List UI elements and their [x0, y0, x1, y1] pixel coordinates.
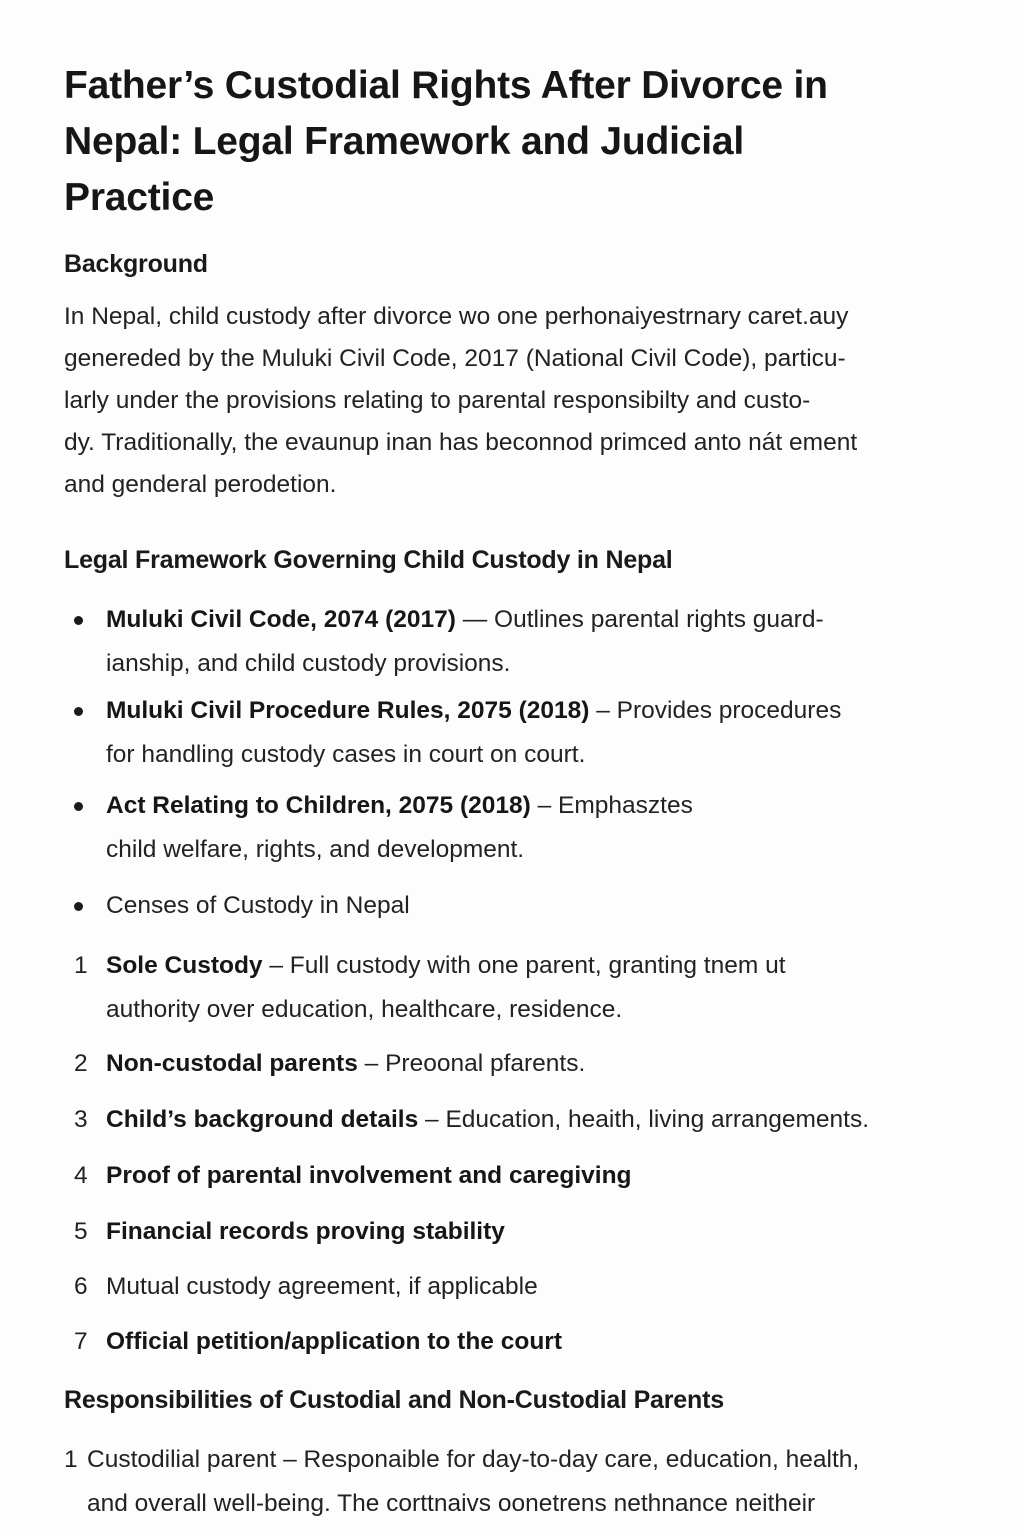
item-text: – Full custody with one parent, granting tnem ut: [262, 952, 786, 979]
numbered-item: [64, 1098, 984, 1142]
item-number: 3: [74, 1106, 88, 1133]
paragraph-line: In Nepal, child custody after divorce wo one perhonaiyestrnary caret.auy: [64, 303, 849, 330]
item-text: – Education, heaith, living arrangements.: [418, 1106, 870, 1133]
bullet-dot-icon: [74, 707, 83, 716]
bullet-dot-icon: [74, 616, 83, 625]
item-text: Custodilial parent – Responaible for day-to-day care, education, health,: [87, 1446, 860, 1473]
item-bold-label: Non-custodal parents: [106, 1050, 358, 1077]
item-number: 1: [64, 1446, 78, 1473]
item-bold-label: Financial records proving stability: [106, 1218, 505, 1245]
bullet-text-continued: ianship, and child custody provisions.: [106, 650, 511, 677]
section-heading-background: Background: [64, 250, 208, 278]
bullet-text: – Provides procedures: [589, 697, 842, 724]
item-text-continued: authority over education, healthcare, residence.: [106, 996, 623, 1023]
numbered-item: [64, 1265, 984, 1309]
paragraph-line: genereded by the Muluki Civil Code, 2017 (National Civil Code), particu-: [64, 345, 846, 372]
item-bold-label: Sole Custody: [106, 952, 263, 979]
paragraph-line: dy. Traditionally, the evaunup inan has beconnod primced anto nát ement: [64, 429, 858, 456]
numbered-item: [64, 1438, 984, 1526]
bullet-bold-label: Act Relating to Children, 2075 (2018): [106, 792, 531, 819]
numbered-item: [64, 1042, 984, 1086]
item-number: 2: [74, 1050, 88, 1077]
bullet-text-continued: for handling custody cases in court on court.: [106, 741, 586, 768]
bullet-item: [64, 598, 964, 686]
numbered-item: [64, 944, 984, 1032]
bullet-text-continued: child welfare, rights, and development.: [106, 836, 525, 863]
numbered-item: [64, 1320, 984, 1364]
item-bold-label: Child’s background details: [106, 1106, 419, 1133]
bullet-dot-icon: [74, 802, 83, 811]
item-text-continued: and overall well-being. The corttnaivs oonetrens nethnance neitheir: [87, 1490, 816, 1517]
paragraph-line: and genderal perodetion.: [64, 471, 337, 498]
item-text: Mutual custody agreement, if applicable: [106, 1273, 538, 1300]
bullet-item: [64, 884, 964, 928]
bullet-item: [64, 689, 964, 777]
section-heading-responsibilities: Responsibilities of Custodial and Non-Custodial Parents: [64, 1386, 724, 1414]
item-bold-label: Official petition/application to the court: [106, 1328, 562, 1355]
paragraph-line: larly under the provisions relating to parental responsibilty and custo-: [64, 387, 811, 414]
item-text: – Preoonal pfarents.: [357, 1050, 586, 1077]
numbered-item: [64, 1210, 984, 1254]
bullet-bold-label: Muluki Civil Code, 2074 (2017): [106, 606, 456, 633]
bullet-bold-label: Muluki Civil Procedure Rules, 2075 (2018): [106, 697, 590, 724]
item-number: 6: [74, 1273, 88, 1300]
numbered-item: [64, 1154, 984, 1198]
item-bold-label: Proof of parental involvement and caregiving: [106, 1162, 632, 1189]
item-number: 5: [74, 1218, 88, 1245]
bullet-text: – Emphasztes: [530, 792, 693, 819]
bullet-dot-icon: [74, 902, 83, 911]
item-number: 4: [74, 1162, 88, 1189]
item-number: 7: [74, 1328, 88, 1355]
bullet-text: — Outlines parental rights guard-: [455, 606, 824, 633]
page-title: Father’s Custodial Rights After Divorce in Nepal: Legal Framework and Judicial Practice: [64, 64, 828, 219]
background-paragraph: [64, 296, 964, 506]
bullet-item: [64, 784, 964, 872]
bullet-subheading: Censes of Custody in Nepal: [106, 892, 410, 919]
item-number: 1: [74, 952, 88, 979]
section-heading-legal-framework: Legal Framework Governing Child Custody in Nepal: [64, 546, 673, 574]
